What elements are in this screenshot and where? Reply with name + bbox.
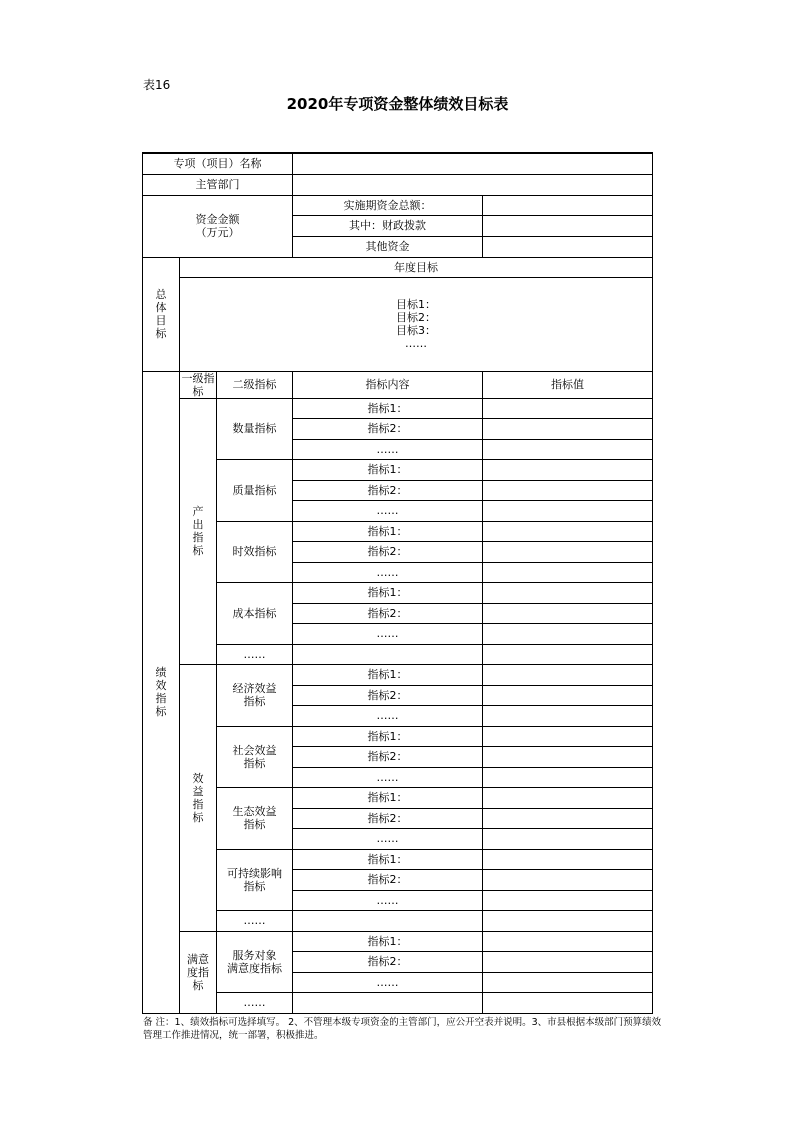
funds-label — [143, 195, 293, 257]
indicator-content-cell[interactable]: 指标2： — [293, 419, 483, 440]
col-content-header: 指标内容 — [293, 371, 483, 398]
indicator-content-cell[interactable]: …… — [293, 972, 483, 993]
indicator-value-cell[interactable] — [483, 767, 653, 788]
indicator-content-cell[interactable]: …… — [293, 890, 483, 911]
output-more-label: …… — [217, 644, 293, 665]
indicator-value-cell[interactable] — [483, 706, 653, 727]
service-satisfaction-label: 服务对象 满意度指标 — [217, 931, 293, 993]
indicator-value-cell[interactable] — [483, 603, 653, 624]
performance-target-table — [142, 152, 653, 1014]
finance-funds-field[interactable] — [483, 215, 653, 236]
goal-item: …… — [405, 337, 428, 350]
indicator-value-cell[interactable] — [483, 419, 653, 440]
indicator-content-cell[interactable]: 指标1： — [293, 849, 483, 870]
col-level1-header: 一级指标 — [181, 371, 215, 398]
dept-field[interactable] — [293, 174, 653, 195]
indicator-content-cell[interactable]: 指标2： — [293, 952, 483, 973]
indicator-content-cell[interactable]: …… — [293, 829, 483, 850]
indicator-value-cell[interactable] — [483, 685, 653, 706]
indicator-content-cell[interactable]: 指标1： — [293, 931, 483, 952]
indicator-content-cell[interactable] — [293, 644, 483, 665]
indicator-content-cell[interactable] — [293, 911, 483, 932]
table-number-label: 表16 — [143, 78, 171, 92]
benefit-more-label: …… — [217, 911, 293, 932]
footnote: 备 注：1、绩效指标可选择填写。 2、不管理本级专项资金的主管部门，应公开空表并说明。3、市县根据本级部门预算绩效管理工作推进情况，统一部署，积极推进。 — [143, 1017, 662, 1041]
indicator-content-cell[interactable]: 指标2： — [293, 542, 483, 563]
annual-goal-header: 年度目标 — [180, 257, 653, 277]
indicator-content-cell[interactable]: 指标1： — [293, 460, 483, 481]
indicator-value-cell[interactable] — [483, 624, 653, 645]
indicator-content-cell[interactable]: …… — [293, 439, 483, 460]
satisfaction-indicators-label: 满意 度指 标 — [180, 931, 217, 1013]
indicator-value-cell[interactable] — [483, 501, 653, 522]
benefit-indicators-label: 效 益 指 标 — [180, 665, 217, 932]
indicator-value-cell[interactable] — [483, 562, 653, 583]
indicator-value-cell[interactable] — [483, 726, 653, 747]
economic-benefit-label: 经济效益 指标 — [217, 665, 293, 727]
indicator-value-cell[interactable] — [483, 460, 653, 481]
indicator-value-cell[interactable] — [483, 931, 653, 952]
ecological-benefit-label: 生态效益 指标 — [217, 788, 293, 850]
indicator-content-cell[interactable]: 指标2： — [293, 480, 483, 501]
sustainability-label: 可持续影响 指标 — [217, 849, 293, 911]
indicator-content-cell[interactable]: 指标1： — [293, 726, 483, 747]
indicator-value-cell[interactable] — [483, 849, 653, 870]
indicator-value-cell[interactable] — [483, 890, 653, 911]
indicator-value-cell[interactable] — [483, 993, 653, 1014]
funds-unit-text: （万元） — [195, 226, 240, 239]
indicator-value-cell[interactable] — [483, 870, 653, 891]
performance-indicators-label: 绩 效 指 标 — [143, 371, 180, 1013]
quality-indicator-label: 质量指标 — [217, 460, 293, 522]
indicator-value-cell[interactable] — [483, 480, 653, 501]
indicator-content-cell[interactable]: 指标1： — [293, 583, 483, 604]
indicator-value-cell[interactable] — [483, 583, 653, 604]
indicator-value-cell[interactable] — [483, 952, 653, 973]
other-funds-label: 其他资金 — [293, 236, 483, 257]
goal-item: 目标1： — [396, 298, 437, 311]
dept-label: 主管部门 — [143, 174, 293, 195]
indicator-value-cell[interactable] — [483, 542, 653, 563]
indicator-value-cell[interactable] — [483, 808, 653, 829]
indicator-content-cell[interactable]: 指标1： — [293, 665, 483, 686]
indicator-content-cell[interactable]: 指标1： — [293, 521, 483, 542]
project-name-label: 专项（项目）名称 — [143, 153, 293, 174]
col-value-header: 指标值 — [483, 371, 653, 398]
indicator-value-cell[interactable] — [483, 665, 653, 686]
indicator-content-cell[interactable]: 指标2： — [293, 870, 483, 891]
indicator-content-cell[interactable]: …… — [293, 501, 483, 522]
page-title: 2020年专项资金整体绩效目标表 — [286, 95, 509, 113]
indicator-value-cell[interactable] — [483, 747, 653, 768]
social-benefit-label: 社会效益 指标 — [217, 726, 293, 788]
total-funds-field[interactable] — [483, 195, 653, 215]
indicator-content-cell[interactable]: 指标2： — [293, 685, 483, 706]
cost-indicator-label: 成本指标 — [217, 583, 293, 645]
goal-item: 目标3： — [396, 324, 437, 337]
indicator-content-cell[interactable]: 指标2： — [293, 747, 483, 768]
indicator-value-cell[interactable] — [483, 972, 653, 993]
goal-item: 目标2： — [396, 311, 437, 324]
indicator-content-cell[interactable]: 指标1： — [293, 398, 483, 419]
indicator-content-cell[interactable]: 指标1： — [293, 788, 483, 809]
annual-goal-content[interactable] — [180, 277, 653, 371]
indicator-value-cell[interactable] — [483, 521, 653, 542]
indicator-value-cell[interactable] — [483, 398, 653, 419]
indicator-content-cell[interactable]: 指标2： — [293, 603, 483, 624]
indicator-value-cell[interactable] — [483, 829, 653, 850]
output-indicators-label: 产 出 指 标 — [180, 398, 217, 665]
indicator-content-cell[interactable]: …… — [293, 706, 483, 727]
indicator-content-cell[interactable]: …… — [293, 624, 483, 645]
project-name-field[interactable] — [293, 153, 653, 174]
col-level2-header: 二级指标 — [217, 371, 293, 398]
timeliness-indicator-label: 时效指标 — [217, 521, 293, 583]
indicator-content-cell[interactable]: …… — [293, 562, 483, 583]
other-funds-field[interactable] — [483, 236, 653, 257]
finance-funds-label: 其中：财政拨款 — [293, 215, 483, 236]
satisfaction-more-label: …… — [217, 993, 293, 1014]
quantity-indicator-label: 数量指标 — [217, 398, 293, 460]
indicator-value-cell[interactable] — [483, 911, 653, 932]
indicator-content-cell[interactable]: …… — [293, 767, 483, 788]
indicator-content-cell[interactable]: 指标2： — [293, 808, 483, 829]
indicator-value-cell[interactable] — [483, 788, 653, 809]
indicator-value-cell[interactable] — [483, 644, 653, 665]
indicator-content-cell[interactable] — [293, 993, 483, 1014]
funds-label-text: 资金金额 — [195, 213, 240, 226]
total-funds-label: 实施期资金总额： — [293, 195, 483, 215]
indicator-value-cell[interactable] — [483, 439, 653, 460]
overall-goal-label: 总 体 目 标 — [143, 257, 180, 371]
